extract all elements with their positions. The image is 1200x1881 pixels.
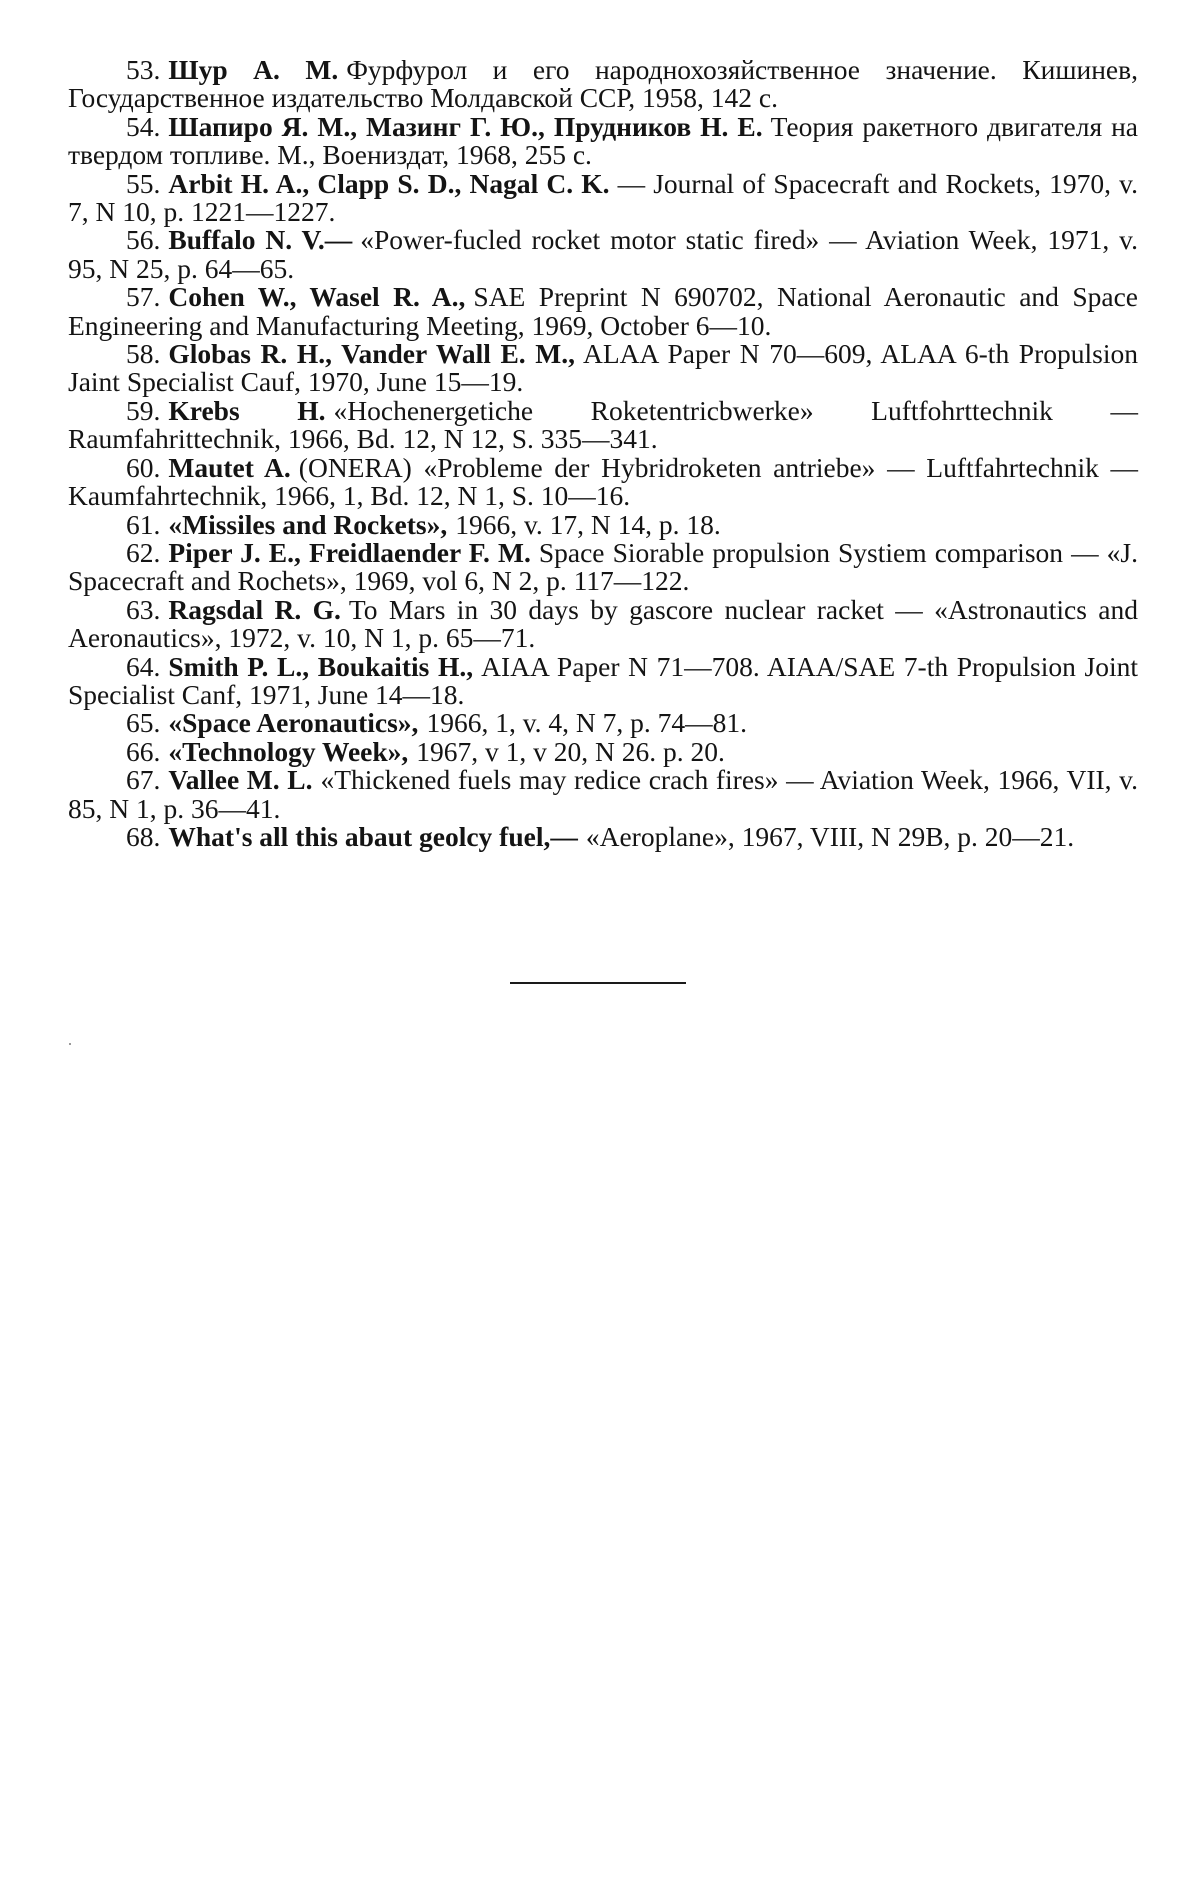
reference-entry — [68, 394, 1139, 455]
reference-text: «Power-fucled rocket motor static fired» — Aviation Week, 1971, v. 95, N 25, p. 64—65. — [68, 224, 1138, 284]
reference-authors: Piper J. E., Freidlaender F. M. — [168, 536, 531, 568]
reference-text: «Aeroplane», 1967, VIII, N 29B, p. 20—21. — [585, 820, 1075, 852]
reference-authors: Globas R. H., Vander Wall E. M., — [168, 338, 576, 370]
reference-text: To Mars in 30 days by gascore nuclear racket — «Astronautics and Aeronautics», 1972, v. 10, N 1, p. 65—71. — [68, 593, 1139, 654]
reference-entry — [68, 766, 1138, 823]
reference-entry — [68, 820, 1138, 852]
reference-authors: Krebs H. — [168, 394, 326, 426]
reference-text: «Hochenergetiche Roketentricbwerke» Luftfohrttechnik — Raumfahrittechnik, 1966, Bd. 12, N 12, S. 335—341. — [68, 394, 1139, 455]
reference-number: 59. — [126, 394, 161, 426]
reference-text: Фурфурол и его народнохозяйственное значение. Кишинев, Государственное издательство Молдавской ССР, 1958, 142 с. — [68, 54, 1138, 114]
reference-number: 60. — [126, 451, 161, 483]
reference-entry — [68, 167, 1138, 228]
reference-authors: Ragsdal R. G. — [168, 593, 341, 625]
reference-authors: Шур А. М. — [168, 54, 339, 85]
reference-text: — Journal of Spacecraft and Rockets, 1970, v. 7, N 10, p. 1221—1227. — [68, 167, 1138, 228]
reference-list — [68, 56, 1138, 851]
reference-authors: Mautet A. — [168, 451, 291, 483]
reference-entry — [68, 536, 1138, 597]
reference-authors: What's all this abaut geolcy fuel,— — [168, 820, 578, 852]
reference-entry — [68, 283, 1138, 340]
reference-number: 58. — [126, 338, 161, 370]
reference-number: 54. — [126, 110, 161, 142]
reference-entry — [68, 650, 1138, 710]
reference-entry — [68, 709, 1138, 737]
reference-entry — [68, 226, 1138, 283]
reference-number: 63. — [126, 593, 161, 625]
reference-number: 53. — [126, 54, 161, 85]
reference-text: 1966, 1, v. 4, N 7, p. 74—81. — [426, 707, 748, 739]
reference-number: 56. — [126, 224, 161, 256]
reference-number: 57. — [126, 281, 161, 313]
reference-entry — [68, 508, 1138, 540]
reference-number: 55. — [126, 167, 161, 199]
reference-number: 68. — [126, 820, 161, 852]
reference-entry — [68, 340, 1138, 397]
reference-number: 65. — [126, 707, 161, 739]
reference-text: «Thickened fuels may redice crach fires» — Aviation Week, 1966, VII, v. 85, N 1, p. 36—41. — [68, 764, 1138, 824]
reference-text: AIAA Paper N 71—708. AIAA/SAE 7-th Propulsion Joint Specialist Canf, 1971, June 14—18. — [68, 650, 1138, 710]
reference-entry — [68, 451, 1138, 512]
reference-authors: Cohen W., Wasel R. A., — [168, 281, 466, 313]
reference-text: Space Siorable propulsion Systiem comparison — «J. Spacecraft and Rochets», 1969, vol 6, N 2, p. 117—122. — [68, 536, 1138, 597]
end-divider — [510, 982, 686, 984]
reference-authors: Arbit H. A., Clapp S. D., Nagal C. K. — [168, 167, 610, 199]
reference-authors: Buffalo N. V.— — [168, 224, 353, 256]
reference-entry — [68, 110, 1139, 171]
reference-text: (ONERA) «Probleme der Hybridroketen antriebe» — Luftfahrtechnik — Kaumfahrtechnik, 1966, 1, Bd. 12, N 1, S. 10—16. — [68, 451, 1138, 512]
print-speck — [69, 1043, 71, 1045]
reference-number: 62. — [126, 536, 161, 568]
reference-number: 61. — [126, 508, 161, 540]
reference-authors: «Technology Week», — [168, 735, 409, 767]
reference-authors: «Space Aeronautics», — [168, 707, 419, 739]
reference-entry — [68, 593, 1139, 654]
reference-number: 66. — [126, 735, 161, 767]
reference-authors: Smith P. L., Boukaitis H., — [168, 650, 474, 682]
reference-text: SAE Preprint N 690702, National Aeronautic and Space Engineering and Manufacturing Meeting, 1969, October 6—10. — [68, 281, 1138, 341]
reference-authors: «Missiles and Rockets», — [168, 508, 448, 540]
reference-number: 64. — [126, 650, 161, 682]
reference-authors: Шапиро Я. М., Мазинг Г. Ю., Прудников Н. Е. — [168, 110, 763, 142]
reference-text: 1966, v. 17, N 14, p. 18. — [455, 508, 721, 540]
reference-number: 67. — [126, 764, 161, 796]
reference-text: ALAA Paper N 70—609, ALAA 6-th Propulsion Jaint Specialist Cauf, 1970, June 15—19. — [68, 338, 1138, 398]
reference-text: 1967, v 1, v 20, N 26. p. 20. — [416, 735, 725, 767]
reference-text: Теория ракетного двигателя на твердом топливе. М., Воениздат, 1968, 255 с. — [68, 110, 1139, 171]
reference-entry — [68, 735, 1138, 767]
reference-authors: Vallee M. L. — [168, 764, 313, 796]
reference-entry — [68, 56, 1138, 113]
